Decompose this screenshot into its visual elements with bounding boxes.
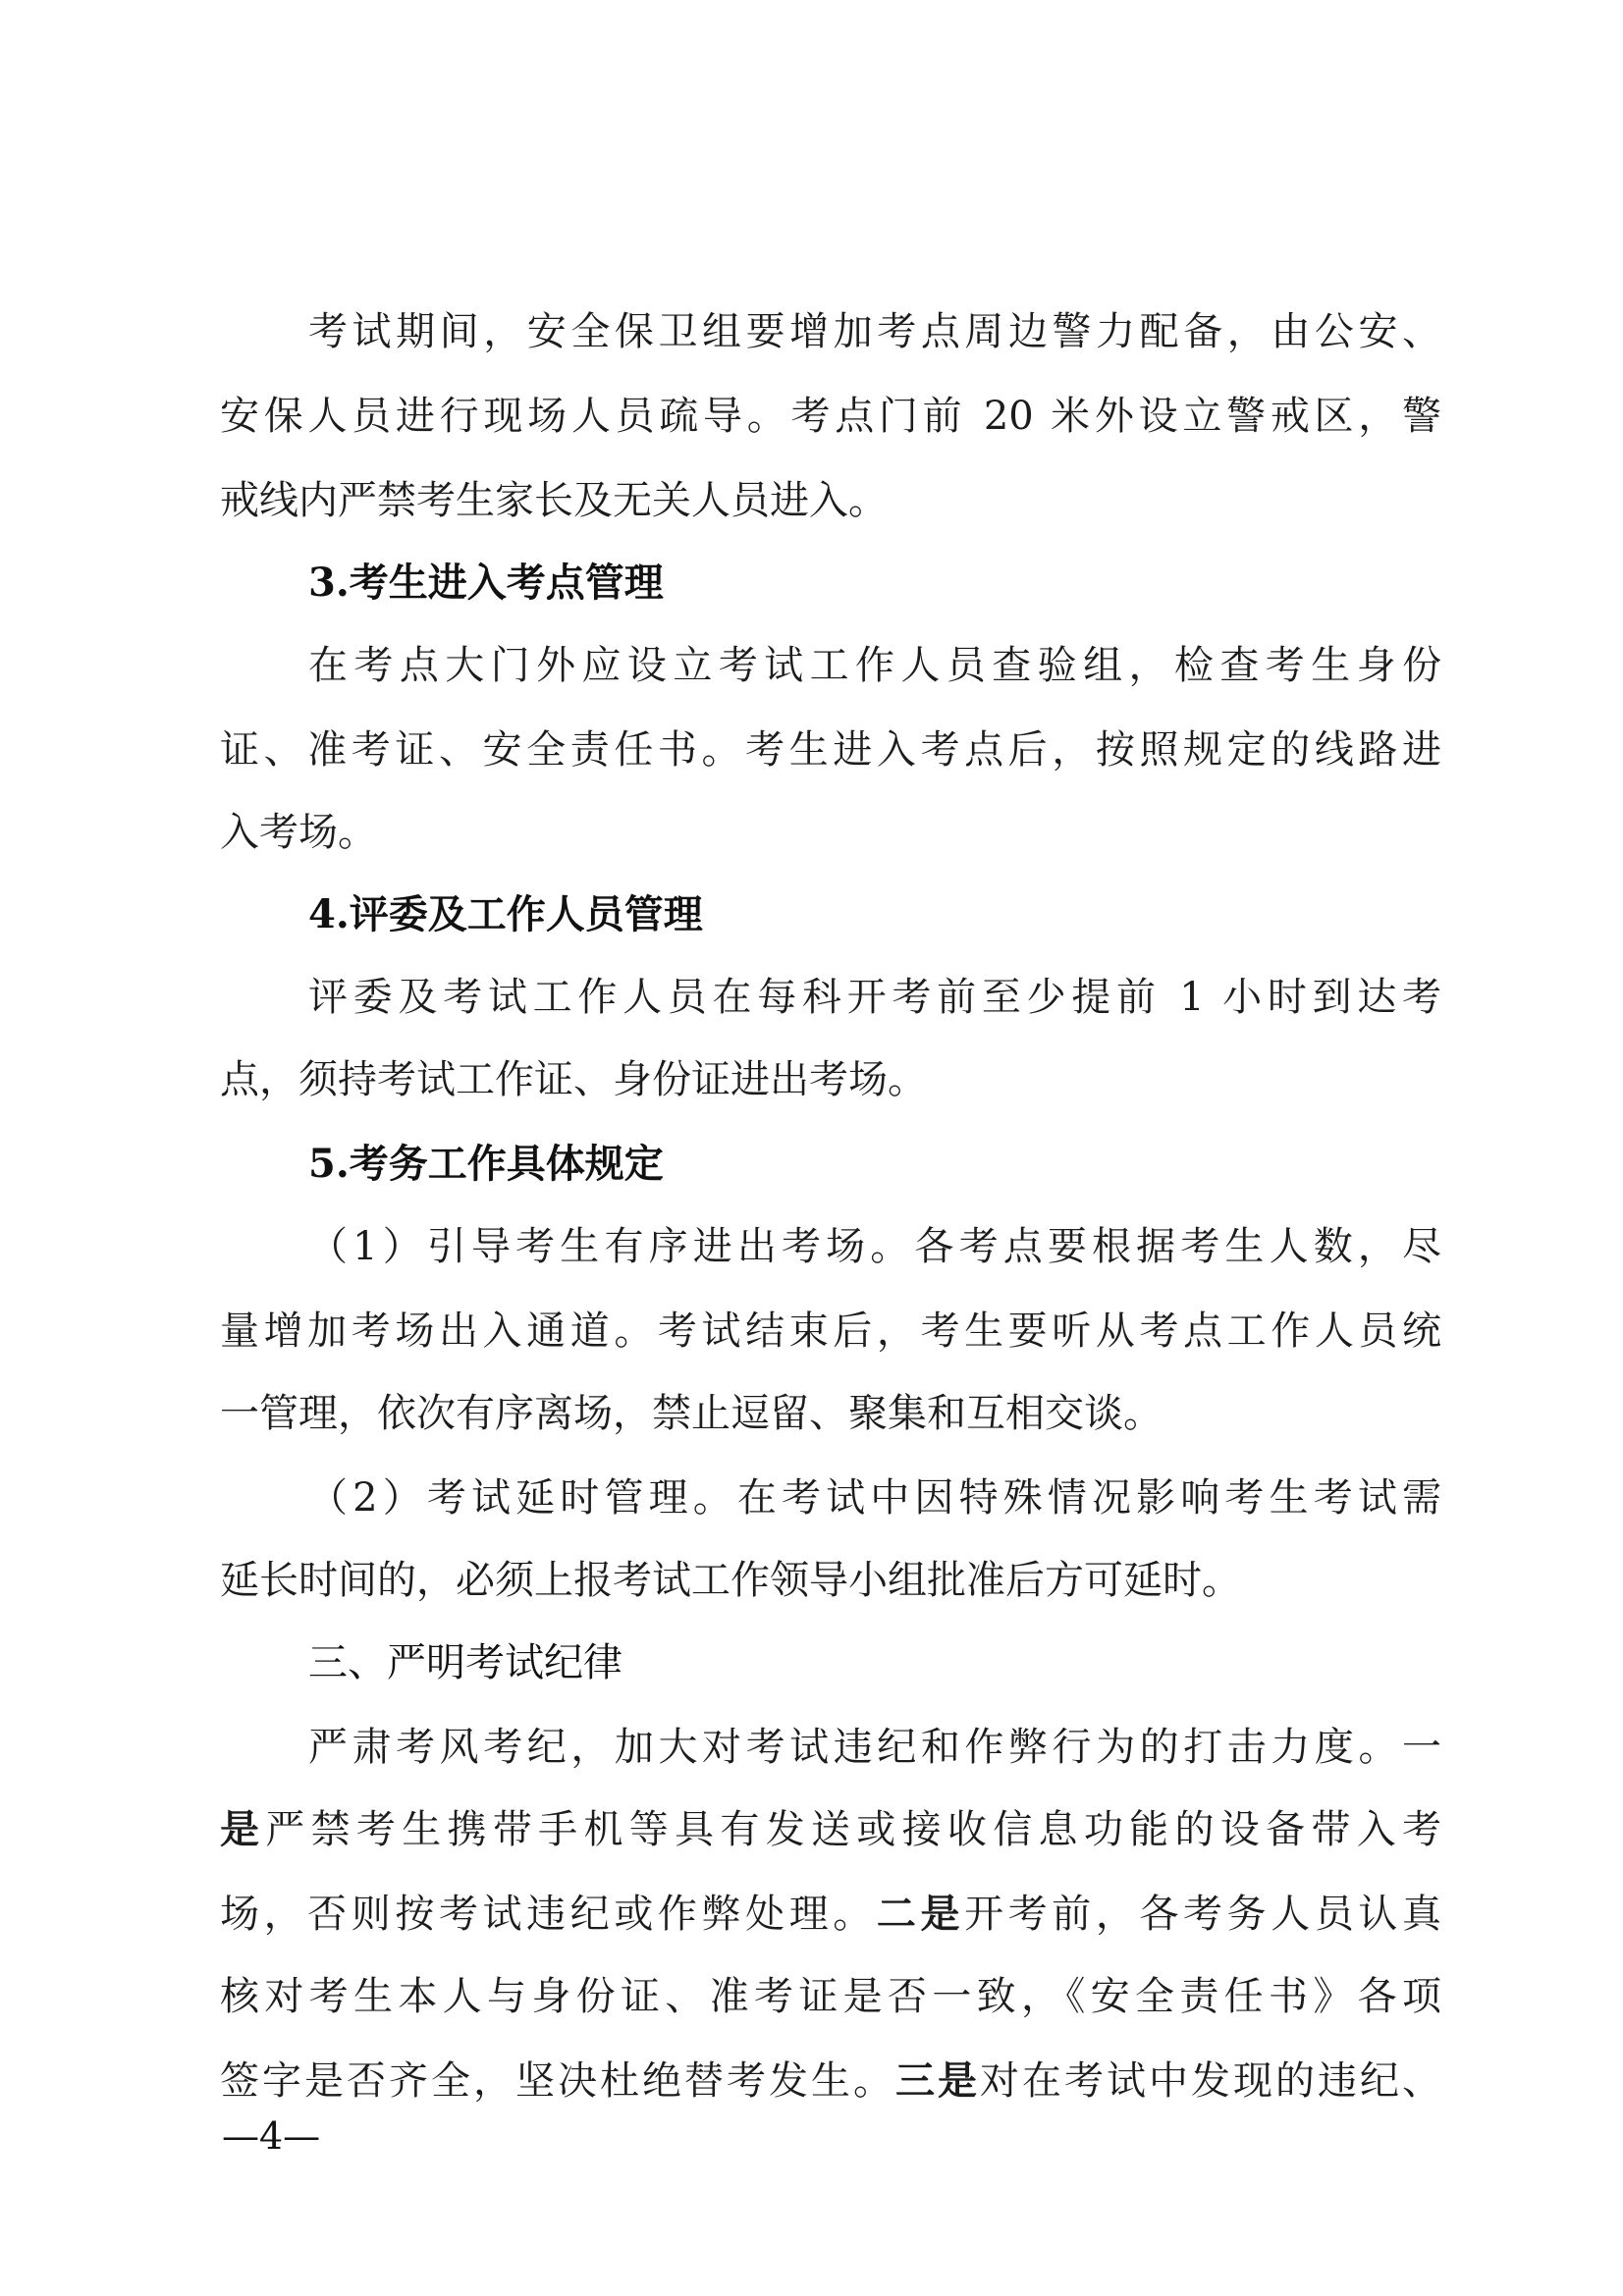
paragraph-line: 评委及考试工作人员在每科开考前至少提前 1 小时到达考 xyxy=(308,975,1441,1020)
emphasis-marker: 是 xyxy=(220,1807,266,1852)
page-number: —4— xyxy=(222,2114,321,2158)
paragraph-line: 戒线内严禁考生家长及无关人员进入。 xyxy=(220,478,888,523)
paragraph-line: 安保人员进行现场人员疏导。考点门前 20 米外设立警戒区，警 xyxy=(220,394,1441,439)
emphasis-marker: 二是 xyxy=(876,1892,965,1937)
section-heading: 3.考生进入考点管理 xyxy=(308,560,664,606)
paragraph-line: 一管理，依次有序离场，禁止逗留、聚集和互相交谈。 xyxy=(220,1391,1163,1436)
paragraph-line: （2）考试延时管理。在考试中因特殊情况影响考生考试需 xyxy=(308,1475,1441,1521)
paragraph-line: 严肃考风考纪，加大对考试违纪和作弊行为的打击力度。一 xyxy=(308,1725,1441,1770)
paragraph-text: 场，否则按考试违纪或作弊处理。 xyxy=(220,1892,877,1937)
paragraph-line: 量增加考场出入通道。考试结束后，考生要听从考点工作人员统 xyxy=(220,1308,1441,1354)
paragraph-line: 考试期间，安全保卫组要增加考点周边警力配备，由公安、 xyxy=(308,309,1441,354)
paragraph-line: 延长时间的，必须上报考试工作领导小组批准后方可延时。 xyxy=(220,1558,1241,1603)
paragraph-line: 点，须持考试工作证、身份证进出考场。 xyxy=(220,1057,927,1102)
chapter-heading: 三、严明考试纪律 xyxy=(308,1640,622,1685)
section-heading: 5.考务工作具体规定 xyxy=(308,1141,664,1187)
paragraph-line: 证、准考证、安全责任书。考生进入考点后，按照规定的线路进 xyxy=(220,727,1441,773)
paragraph-text: 严禁考生携带手机等具有发送或接收信息功能的设备带入考 xyxy=(265,1807,1442,1852)
paragraph-line: 在考点大门外应设立考试工作人员查验组，检查考生身份 xyxy=(308,643,1441,688)
paragraph-line xyxy=(220,2056,1441,2107)
paragraph-line: 入考场。 xyxy=(220,810,377,855)
paragraph-line xyxy=(220,1804,1441,1855)
paragraph-line xyxy=(220,1889,1441,1940)
section-heading: 4.评委及工作人员管理 xyxy=(308,891,703,937)
emphasis-marker: 三是 xyxy=(895,2058,980,2104)
paragraph-text: 开考前，各考务人员认真 xyxy=(964,1892,1442,1937)
paragraph-text: 签字是否齐全，坚决杜绝替考发生。 xyxy=(220,2058,895,2104)
paragraph-line: （1）引导考生有序进出考场。各考点要根据考生人数，尽 xyxy=(308,1224,1441,1269)
paragraph-text: 对在考试中发现的违纪、 xyxy=(980,2058,1441,2104)
paragraph-line: 核对考生本人与身份证、准考证是否一致，《安全责任书》各项 xyxy=(220,1974,1441,2019)
